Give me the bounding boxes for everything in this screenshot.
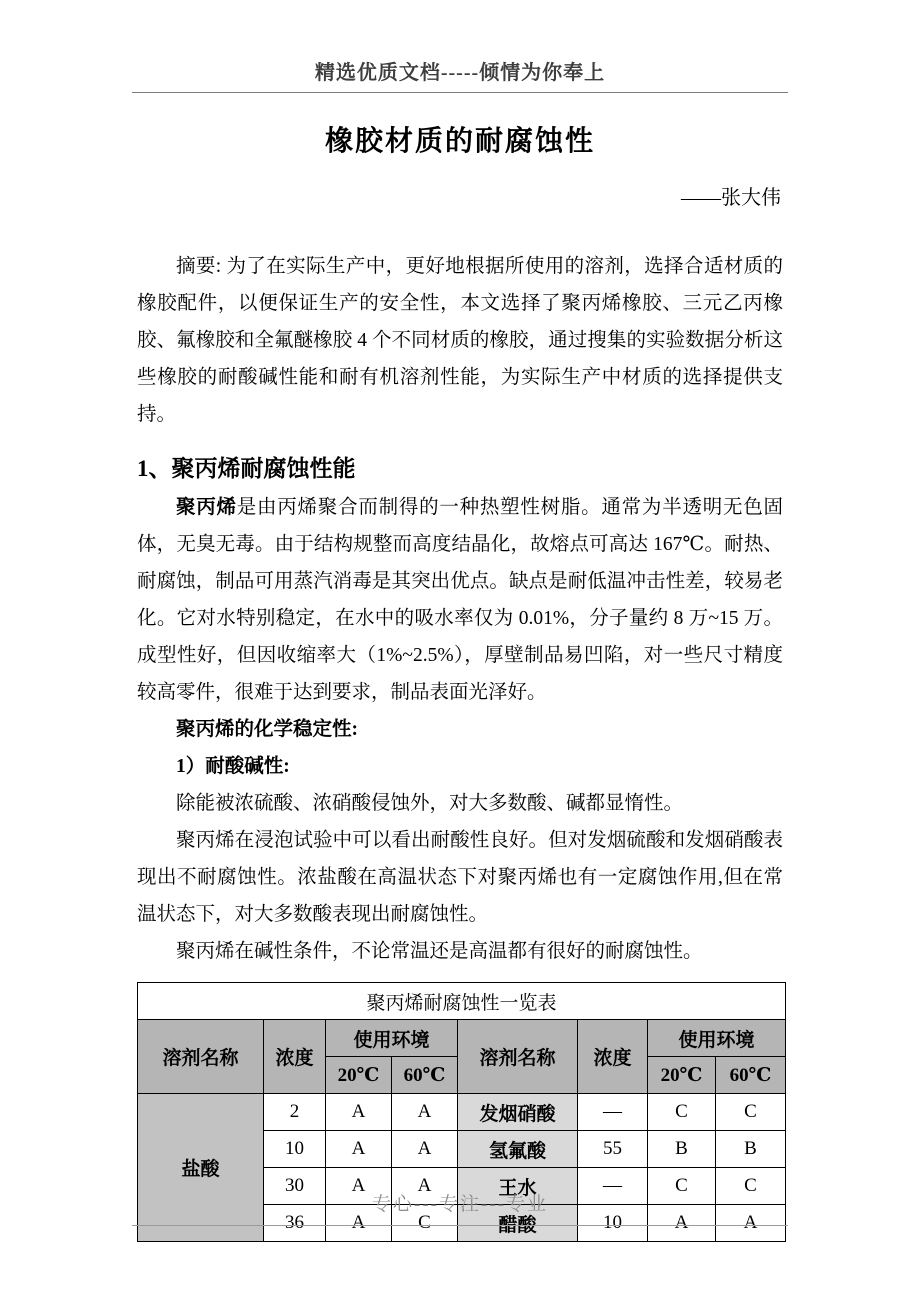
- col-header-60c-left: 60℃: [392, 1057, 458, 1094]
- paragraph-rest: 是由丙烯聚合而制得的一种热塑性树脂。通常为半透明无色固体，无臭无毒。由于结构规整而高度结晶化，故熔点可高达 167℃。耐热、耐腐蚀，制品可用蒸汽消毒是其突出优点。缺点是耐低温冲击性差，较易老化。它对水特别稳定，在水中的吸水率仅为 0.01%，分子量约 8 万~15 万。成型性好，但因收缩率大（1%~2.5%），厚壁制品易凹陷，对一些尺寸精度较高零件，很难于达到要求，制品表面光泽好。: [137, 497, 783, 703]
- body-paragraph-2: 除能被浓硫酸、浓硝酸侵蚀外，对大多数酸、碱都显惰性。: [176, 793, 684, 814]
- body-paragraph-3: 聚丙烯在浸泡试验中可以看出耐酸性良好。但对发烟硫酸和发烟硝酸表现出不耐腐蚀性。浓盐酸在高温状态下对聚丙烯也有一定腐蚀作用,但在常温状态下，对大多数酸表现出耐腐蚀性。: [137, 830, 783, 925]
- col-header-environment-left: 使用环境: [326, 1020, 458, 1057]
- cell-rating-20c: A: [326, 1094, 392, 1131]
- document-body: [0, 119, 920, 1242]
- cell-solvent-hydrofluoric-acid: 氢氟酸: [458, 1131, 578, 1168]
- col-header-environment-right: 使用环境: [648, 1020, 786, 1057]
- cell-rating-20c: A: [326, 1131, 392, 1168]
- cell-concentration: 10: [264, 1131, 326, 1168]
- cell-concentration: 36: [264, 1205, 326, 1242]
- cell-rating-20c: C: [648, 1094, 716, 1131]
- section-heading-1: 1、聚丙烯耐腐蚀性能: [137, 456, 356, 481]
- cell-rating-20c: B: [648, 1131, 716, 1168]
- col-header-concentration-right: 浓度: [578, 1020, 648, 1094]
- col-header-60c-right: 60℃: [716, 1057, 786, 1094]
- cell-rating-60c: A: [392, 1094, 458, 1131]
- document-title: 橡胶材质的耐腐蚀性: [324, 126, 595, 157]
- cell-solvent-aqua-regia: 王水: [458, 1168, 578, 1205]
- col-header-solvent-left: 溶剂名称: [138, 1020, 264, 1094]
- cell-concentration: 30: [264, 1168, 326, 1205]
- cell-rating-60c: C: [716, 1094, 786, 1131]
- cell-rating-60c: B: [716, 1131, 786, 1168]
- table-title-row: [138, 983, 786, 1020]
- cell-rating-60c: C: [392, 1205, 458, 1242]
- cell-concentration: —: [578, 1168, 648, 1205]
- cell-rating-20c: A: [648, 1205, 716, 1242]
- subheading-acid-alkali: 1）耐酸碱性:: [176, 756, 290, 777]
- cell-concentration: 55: [578, 1131, 648, 1168]
- cell-rating-60c: A: [716, 1205, 786, 1242]
- page-header: 精选优质文档-----倾情为你奉上: [132, 0, 788, 93]
- subheading-chemical-stability: 聚丙烯的化学稳定性:: [176, 719, 358, 740]
- body-paragraph-1: [137, 489, 783, 711]
- cell-concentration: 2: [264, 1094, 326, 1131]
- paragraph-lead-term: 聚丙烯: [176, 497, 237, 518]
- cell-rating-20c: A: [326, 1168, 392, 1205]
- cell-rating-60c: A: [392, 1168, 458, 1205]
- table-title: 聚丙烯耐腐蚀性一览表: [138, 983, 786, 1020]
- cell-concentration: 10: [578, 1205, 648, 1242]
- cell-rating-20c: A: [326, 1205, 392, 1242]
- author-line: ——张大伟: [681, 187, 781, 209]
- col-header-concentration-left: 浓度: [264, 1020, 326, 1094]
- col-header-20c-left: 20℃: [326, 1057, 392, 1094]
- cell-concentration: —: [578, 1094, 648, 1131]
- col-header-20c-right: 20℃: [648, 1057, 716, 1094]
- table-header-row-1: [138, 1020, 786, 1057]
- table-row: [138, 1094, 786, 1131]
- cell-rating-20c: C: [648, 1168, 716, 1205]
- col-header-solvent-right: 溶剂名称: [458, 1020, 578, 1094]
- body-paragraph-4: 聚丙烯在碱性条件，不论常温还是高温都有很好的耐腐蚀性。: [176, 941, 703, 962]
- page-footer: 专心---专注---专业: [132, 1189, 788, 1226]
- abstract-paragraph: 摘要: 为了在实际生产中，更好地根据所使用的溶剂，选择合适材质的橡胶配件，以便保证生产的安全性，本文选择了聚丙烯橡胶、三元乙丙橡胶、氟橡胶和全氟醚橡胶 4 个不同材质的橡胶，通过搜集的实验数据分析这些橡胶的耐酸碱性能和耐有机溶剂性能，为实际生产中材质的选择提供支持。: [137, 256, 783, 425]
- cell-solvent-fuming-nitric-acid: 发烟硝酸: [458, 1094, 578, 1131]
- cell-solvent-acetic-acid: 醋酸: [458, 1205, 578, 1242]
- cell-rating-60c: A: [392, 1131, 458, 1168]
- cell-rating-60c: C: [716, 1168, 786, 1205]
- cell-solvent-hcl: 盐酸: [138, 1094, 264, 1242]
